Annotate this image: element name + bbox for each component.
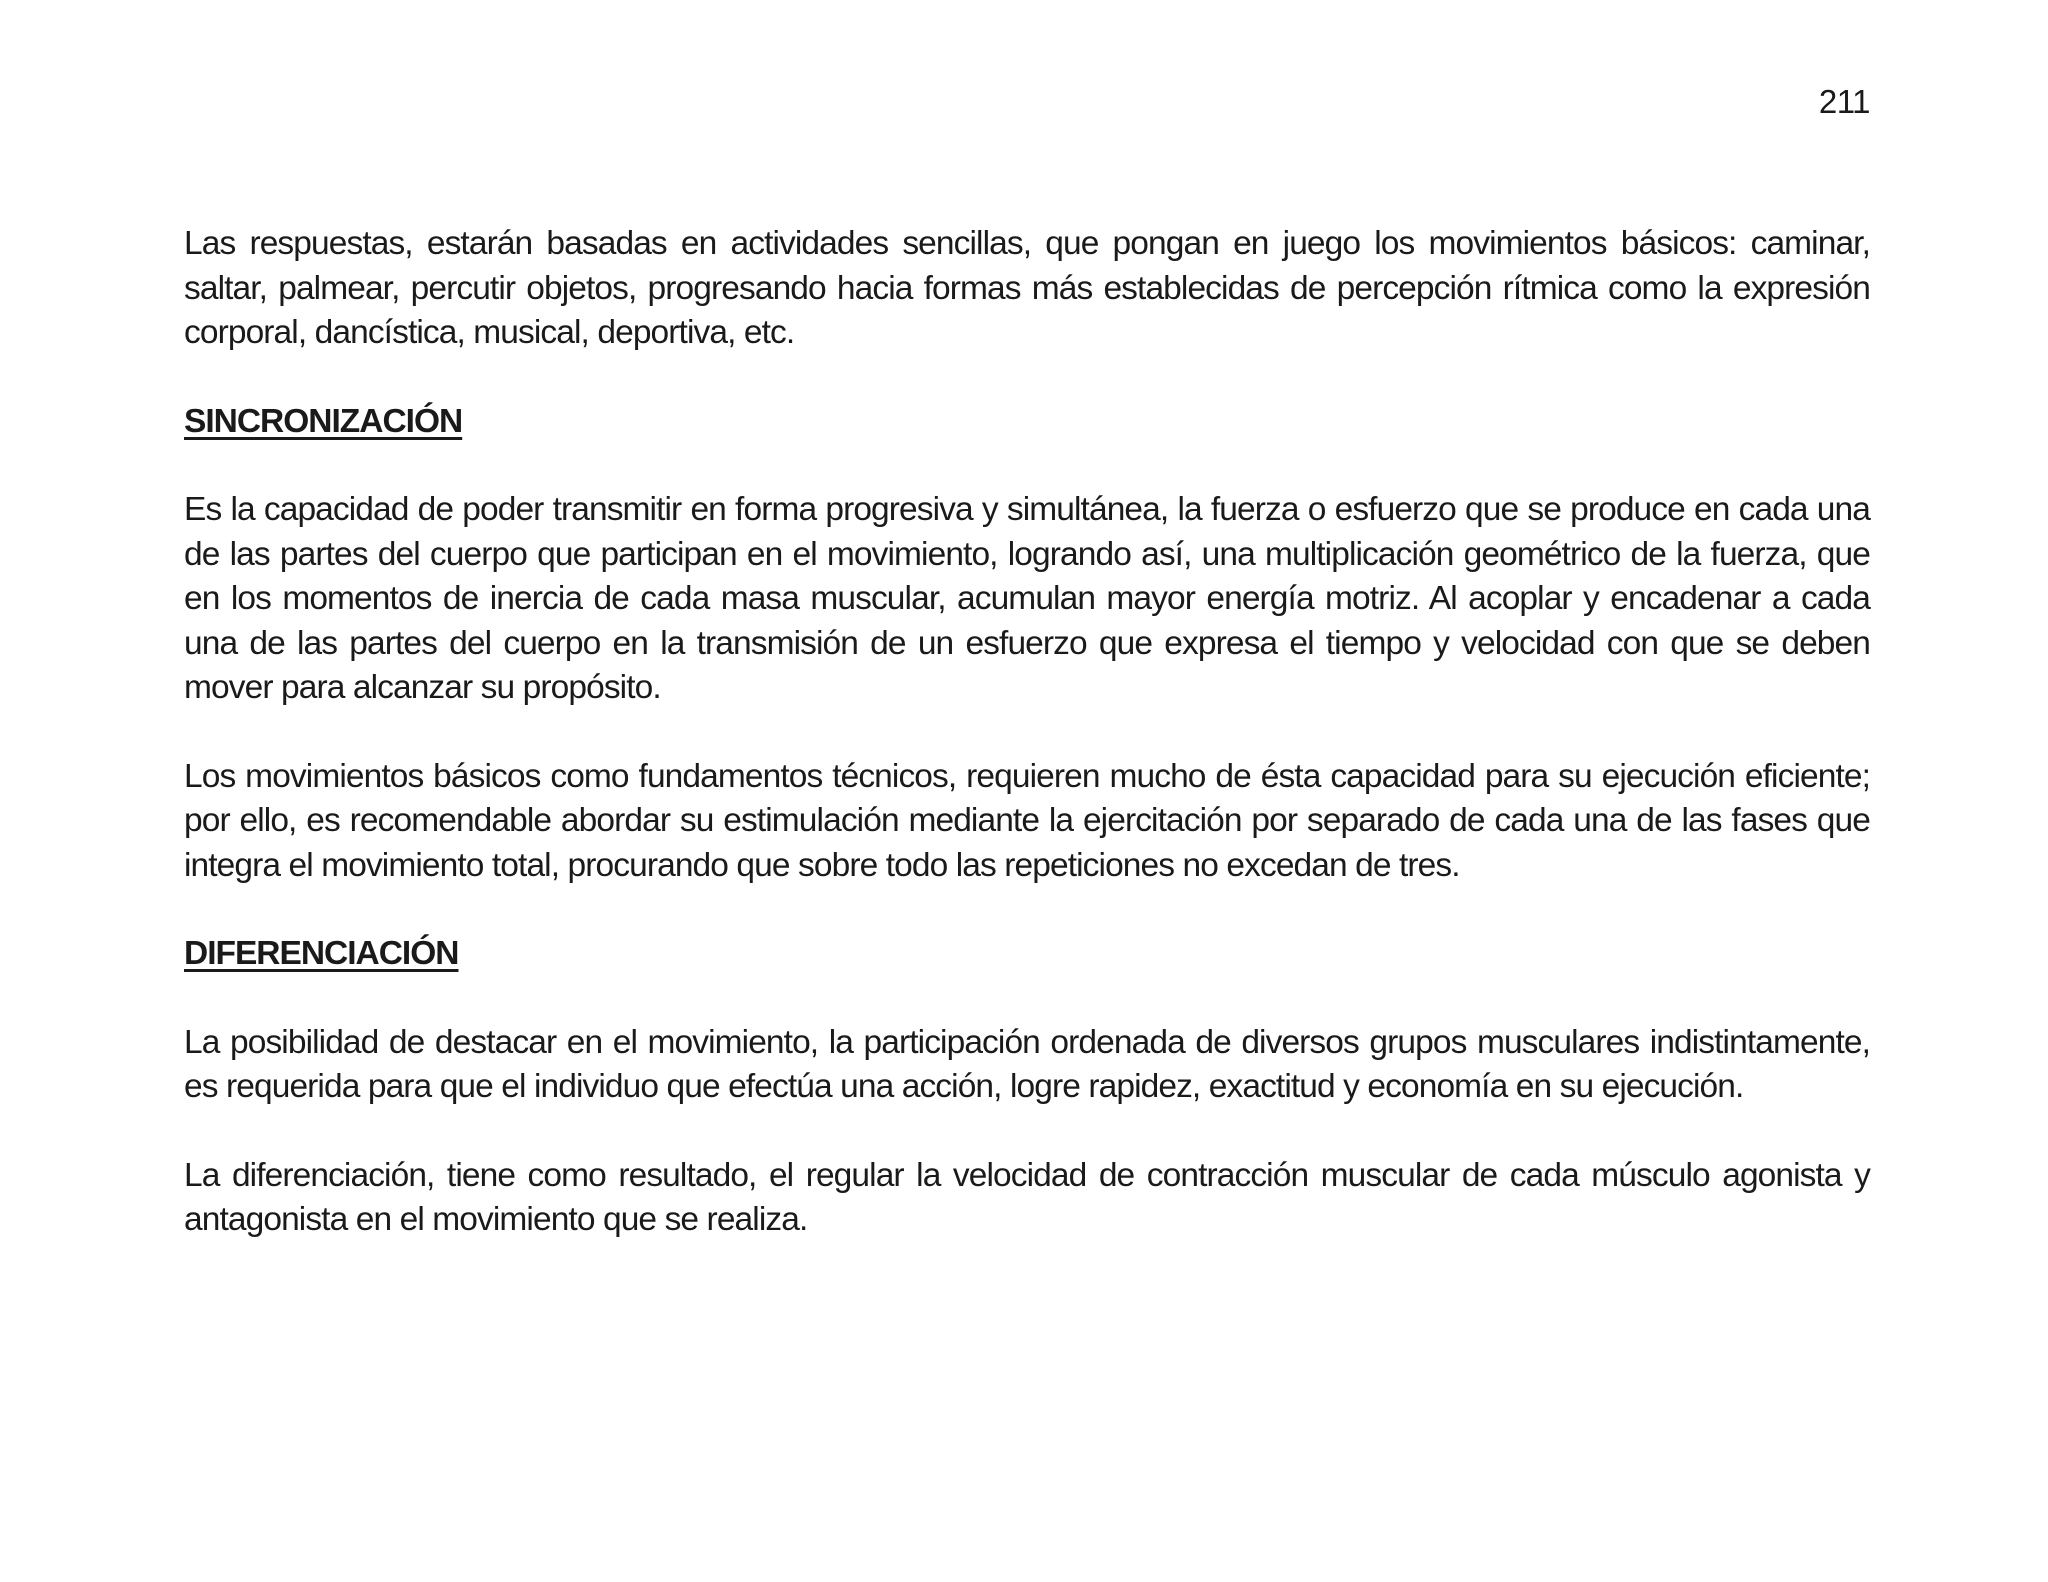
paragraph-intro-respuestas: Las respuestas, estarán basadas en actividades sencillas, que pongan en juego los movimientos básicos: caminar, saltar, palmear, percutir objetos, progresando hacia formas más establecidas de percepción rítmica como la expresión corporal, dancística, musical, deportiva, etc. xyxy=(184,225,1870,351)
paragraph-diferenciacion-resultado: La diferenciación, tiene como resultado, el regular la velocidad de contracción muscular de cada músculo agonista y antagonista en el movimiento que se realiza. xyxy=(184,1156,1870,1238)
paragraph-diferenciacion-definition: La posibilidad de destacar en el movimiento, la participación ordenada de diversos grupos musculares indistintamente, es requerida para que el individuo que efectúa una acción, logre rapidez, exactitud y economía en su ejecución. xyxy=(184,1023,1870,1105)
section-heading-diferenciacion: DIFERENCIACIÓN xyxy=(184,935,459,972)
paragraph-sincronizacion-movimientos: Los movimientos básicos como fundamentos técnicos, requieren mucho de ésta capacidad para su ejecución eficiente; por ello, es recomendable abordar su estimulación mediante la ejercitación por separado de cada una de las fases que integra el movimiento total, procurando que sobre todo las repeticiones no excedan de tres. xyxy=(184,757,1870,884)
page-number: 211 xyxy=(1818,83,1870,120)
page-content xyxy=(184,222,1870,1287)
section-heading-sincronizacion: SINCRONIZACIÓN xyxy=(184,402,463,440)
paragraph-sincronizacion-definition: Es la capacidad de poder transmitir en forma progresiva y simultánea, la fuerza o esfuerzo que se produce en cada una de las partes del cuerpo que participan en el movimiento, logrando así, una multiplicación geométrico de la fuerza, que en los momentos de inercia de cada masa muscular, acumulan mayor energía motriz. Al acoplar y encadenar a cada una de las partes del cuerpo en la transmisión de un esfuerzo que expresa el tiempo y velocidad con que se deben mover para alcanzar su propósito. xyxy=(184,491,1870,706)
